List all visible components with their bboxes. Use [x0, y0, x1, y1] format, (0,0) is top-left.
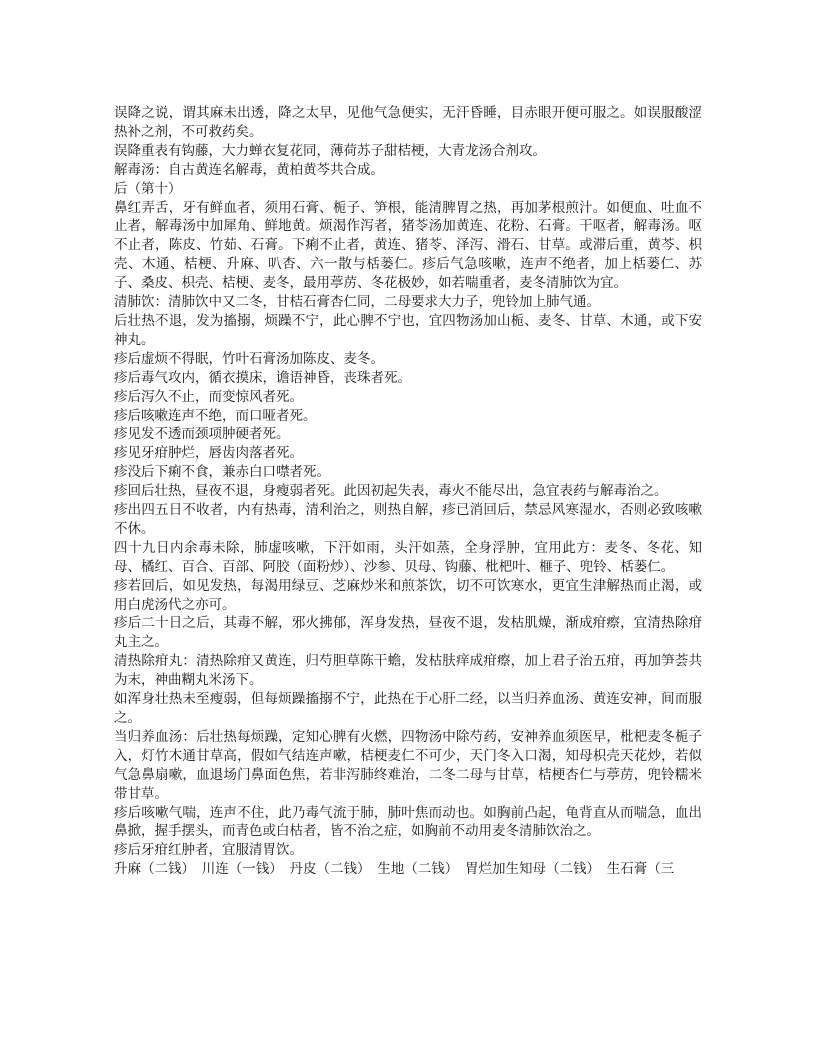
body-paragraph: 疹见发不透而颈项肿硬者死。 — [114, 426, 290, 442]
body-paragraph: 疹后虚烦不得眠，竹叶石膏汤加陈皮、麦冬。 — [114, 350, 384, 366]
body-paragraph: 疹后泻久不止，而变惊风者死。 — [114, 388, 303, 404]
body-paragraph: 疹后咳嗽气喘，连声不住，此乃毒气流于肺，肺叶焦而动也。如胸前凸起，龟背直从而喘急，血出鼻掀，握手摆头，而青色或白枯者，皆不治之症，如胸前不动用麦冬清肺饮治之。 — [114, 804, 702, 839]
body-paragraph: 疹见牙疳肿烂，唇齿肉落者死。 — [114, 445, 303, 461]
body-paragraph: 升麻（二钱） 川连（一钱） 丹皮（二钱） 生地（二钱） 胃烂加生知母（二钱） 生石膏（三 — [114, 861, 675, 877]
section-heading: 后（第十） — [114, 180, 182, 196]
body-paragraph: 疹回后壮热，昼夜不退，身瘦弱者死。此因初起失表，毒火不能尽出，急宜表药与解毒治之。 — [114, 483, 668, 499]
body-paragraph: 疹后毒气攻内，循衣摸床，谵语神昏，丧珠者死。 — [114, 369, 411, 385]
body-paragraph: 如浑身壮热未至瘦弱，但每烦躁搐搦不宁，此热在于心肝二经，以当归养血汤、黄连安神，间而服之。 — [114, 691, 702, 725]
body-paragraph: 四十九日内余毒未除，肺虚咳嗽，下汗如雨，头汗如蒸，全身浮肿，宜用此方：麦冬、冬花、知母、橘红、百合、百部、阿胶（面粉炒）、沙参、贝母、钩藤、枇杷叶、榧子、兜铃、栝蒌仁。 — [114, 539, 702, 574]
body-paragraph: 疹出四五日不收者，内有热毒，清利治之，则热自解，疹已消回后，禁忌风寒湿水，否则必致咳嗽不休。 — [114, 502, 702, 536]
body-paragraph: 疹后二十日之后，其毒不解，邪火拂郁，浑身发热，昼夜不退，发枯肌燥，渐成疳瘵，宜清热除疳丸主之。 — [114, 615, 702, 650]
intro-paragraph: 误降重表有钩藤，大力蝉衣复花同，薄荷苏子甜桔梗，大青龙汤合剂攻。 — [114, 142, 546, 158]
body-paragraph: 后壮热不退，发为搐搦，烦躁不宁，此心脾不宁也，宜四物汤加山栀、麦冬、甘草、木通，或下安神丸。 — [114, 312, 702, 347]
body-paragraph: 疹后牙疳红肿者，宜服清胃饮。 — [114, 842, 303, 858]
intro-paragraph: 误降之说，谓其麻未出透，降之太早，见他气急便实，无汗昏睡，目赤眼开便可服之。如误服酸涩热补之剂，不可救药矣。 — [114, 105, 702, 139]
body-paragraph: 鼻红弄舌，牙有鲜血者，须用石膏、栀子、笋根，能清脾胃之热，再加茅根煎汁。如便血、吐血不止者，解毒汤中加犀角、鲜地黄。烦渴作泻者，猪苓汤加黄连、花粉、石膏。干呕者，解毒汤。呕不止者，陈皮、竹茹、石膏。下痢不止者，黄连、猪苓、泽泻、滑石、甘草。或滞后重，黄芩、枳壳、木通、桔梗、升麻、叭杏、六一散与栝蒌仁。疹后气急咳嗽，连声不绝者，加上栝蒌仁、苏子、桑皮、枳壳、桔梗、麦冬，最用葶苈、冬花极妙，如若喘重者，麦冬清肺饮为宜。 — [114, 199, 702, 291]
body-paragraph: 疹后咳嗽连声不绝，而口哑者死。 — [114, 407, 317, 423]
body-paragraph: 清肺饮：清肺饮中又二冬，甘桔石膏杏仁同，二母要求大力子，兜铃加上肺气通。 — [114, 294, 600, 310]
body-paragraph: 疹没后下痢不食，兼赤白口噤者死。 — [114, 464, 330, 480]
body-paragraph: 当归养血汤：后壮热每烦躁，定知心脾有火燃，四物汤中除芍药，安神养血须医早，枇杷麦冬栀子入，灯竹木通甘草高，假如气结连声嗽，桔梗麦仁不可少，天门冬入口渴，知母枳壳天花炒，若似气急鼻扇嗽，血退场门鼻面色焦，若非泻肺终难治，二冬二母与甘草，桔梗杏仁与葶苈，兜铃糯米带甘草。 — [114, 728, 702, 801]
intro-paragraph: 解毒汤：自古黄连名解毒，黄柏黄芩共合成。 — [114, 161, 384, 177]
body-paragraph: 疹若回后，如见发热，每渴用绿豆、芝麻炒米和煎茶饮，切不可饮寒水，更宜生津解热而止渴，或用白虎汤代之亦可。 — [114, 577, 702, 612]
body-paragraph: 清热除疳丸：清热除疳又黄连，归芍胆草陈干蟾，发枯肤痒成疳瘵，加上君子治五疳，再加笋荟共为末，神曲糊丸米汤下。 — [114, 653, 702, 688]
